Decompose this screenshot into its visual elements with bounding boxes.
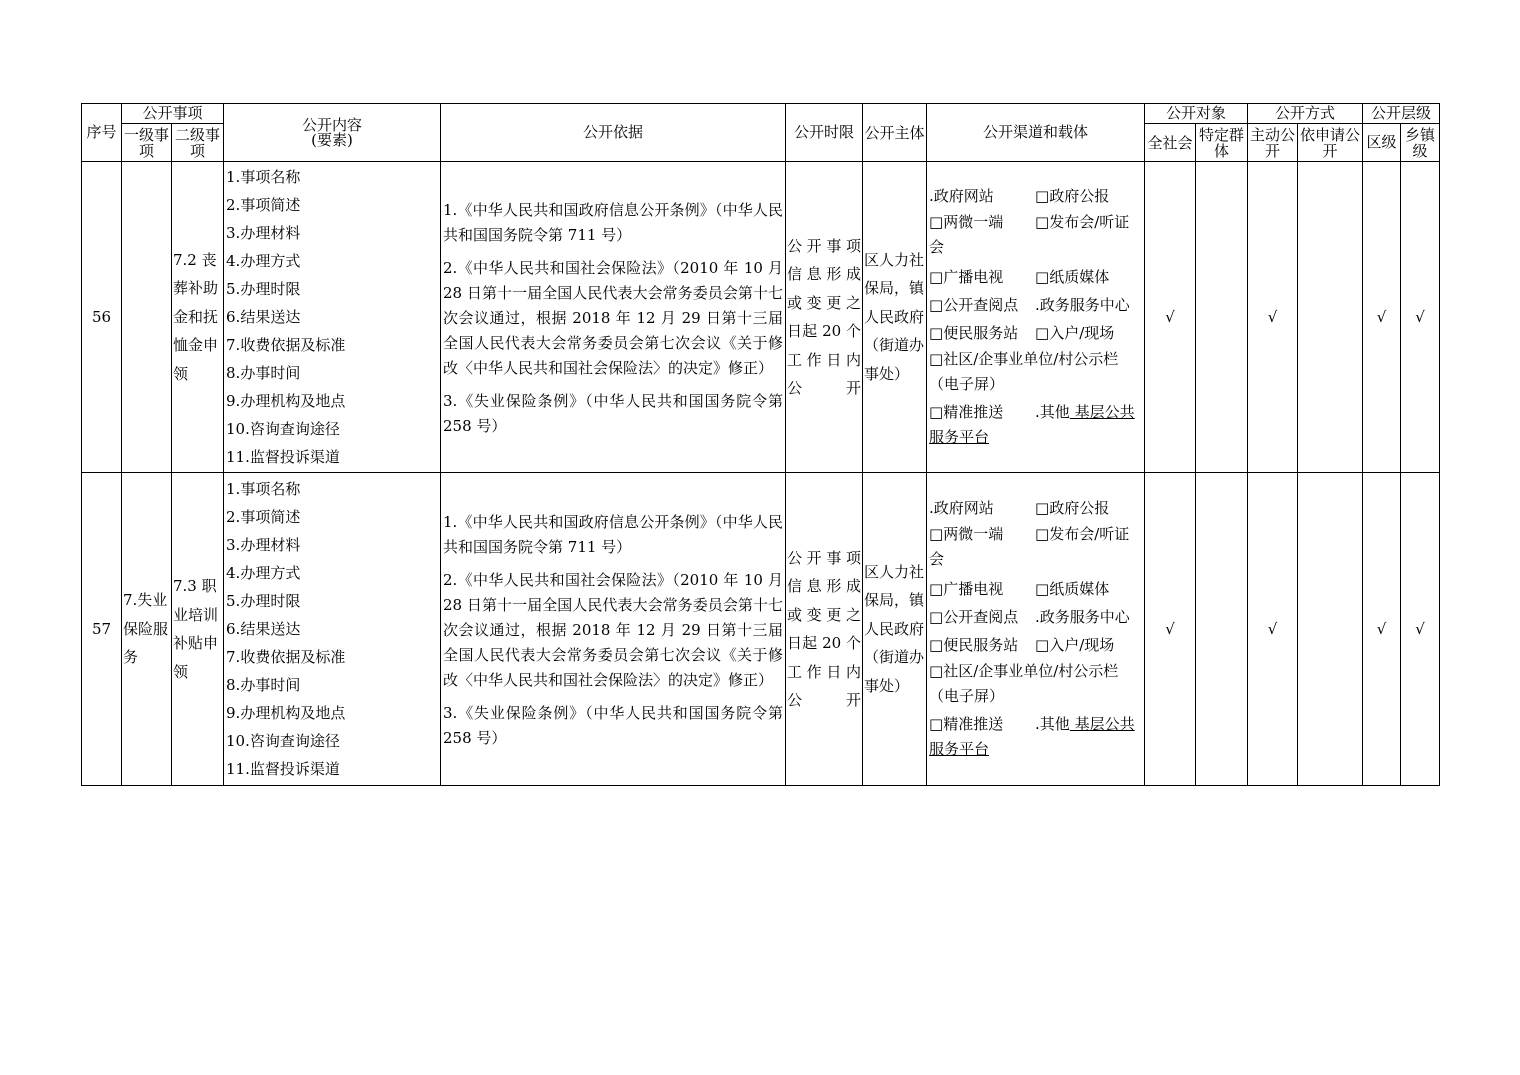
channel-press-hearing: □发布会/听证会 [929, 524, 1130, 568]
list-item: 6.结果送达 [226, 620, 301, 638]
basis-item: 1.《中华人民共和国政府信息公开条例》（中华人民共和国国务院令第 711 号） [443, 200, 784, 244]
row-on-request [1298, 473, 1363, 786]
list-item: 8.办事时间 [226, 676, 301, 694]
list-item: 1.事项名称 [226, 168, 301, 186]
header-audience-group: 公开对象 [1145, 104, 1248, 124]
basis-item: 3.《失业保险条例》（中华人民共和国国务院令第 258 号） [443, 703, 784, 747]
list-item: 11.监督投诉渠道 [226, 760, 340, 778]
header-content [224, 104, 441, 162]
channel-gov-website: .政府网站 [929, 498, 994, 517]
row-content-list [224, 162, 441, 473]
row-deadline: 公开事项信息形成或变更之日起 20 个工作日内公开 [786, 162, 863, 473]
list-item: 7.收费依据及标准 [226, 336, 346, 354]
header-item-group: 公开事项 [122, 104, 224, 124]
row-deadline: 公开事项信息形成或变更之日起 20 个工作日内公开 [786, 473, 863, 786]
basis-item: 2.《中华人民共和国社会保险法》（2010 年 10 月 28 日第十一届全国人民代表大会常务委员会第十七次会议通过，根据 2018 年 12 月 29 日第十三届全国人民代表大会常务委员会第七次会议《关于修改〈中华人民共和国社会保险法〉的决定》修正） [443, 570, 784, 689]
list-item: 10.咨询查询途径 [226, 732, 340, 750]
list-item: 9.办理机构及地点 [226, 704, 346, 722]
list-item: 4.办理方式 [226, 252, 301, 270]
row-seq: 56 [82, 162, 122, 473]
basis-item: 2.《中华人民共和国社会保险法》（2010 年 10 月 28 日第十一届全国人民代表大会常务委员会第十七次会议通过，根据 2018 年 12 月 29 日第十三届全国人民代表大会常务委员会第七次会议《关于修改〈中华人民共和国社会保险法〉的决定》修正） [443, 258, 784, 377]
row-channels [927, 162, 1145, 473]
channel-public-reading-point: □公开查阅点 [929, 607, 1019, 626]
channel-broadcast-tv: □广播电视 [929, 579, 1004, 598]
header-township: 乡镇级 [1401, 124, 1440, 162]
header-all-society: 全社会 [1145, 124, 1196, 162]
channel-press-hearing: □发布会/听证会 [929, 212, 1130, 256]
basis-item: 3.《失业保险条例》（中华人民共和国国务院令第 258 号） [443, 391, 784, 435]
channel-gov-service-center: .政务服务中心 [1035, 295, 1130, 314]
channel-bulletin-board: □社区/企事业单位/村公示栏（电子屏） [929, 349, 1119, 393]
channel-gov-gazette: □政府公报 [1035, 498, 1110, 517]
channel-other: .其他 [1035, 714, 1070, 733]
list-item: 2.事项简述 [226, 196, 301, 214]
header-district: 区级 [1363, 124, 1401, 162]
channel-other-detail: 基层公共服务平台 [929, 714, 1135, 758]
row-level1: 7.失业保险服务 [122, 473, 172, 786]
row-active: √ [1248, 473, 1298, 786]
channel-public-reading-point: □公开查阅点 [929, 295, 1019, 314]
row-all-society: √ [1145, 473, 1196, 786]
row-all-society: √ [1145, 162, 1196, 473]
header-deadline: 公开时限 [786, 104, 863, 162]
channel-other-detail: 基层公共服务平台 [929, 402, 1135, 446]
row-level2: 7.3 职业培训补贴申领 [172, 473, 224, 786]
channel-wechat-weibo-app: □两微一端 [929, 524, 1004, 543]
row-district: √ [1363, 162, 1401, 473]
channel-print-media: □纸质媒体 [1035, 267, 1110, 286]
channel-wechat-weibo-app: □两微一端 [929, 212, 1004, 231]
channel-other: .其他 [1035, 402, 1070, 421]
basis-item: 1.《中华人民共和国政府信息公开条例》（中华人民共和国国务院令第 711 号） [443, 512, 784, 556]
list-item: 7.收费依据及标准 [226, 648, 346, 666]
row-channels [927, 473, 1145, 786]
header-method-group: 公开方式 [1248, 104, 1363, 124]
header-content-label: 公开内容 [302, 115, 363, 134]
list-item: 6.结果送达 [226, 308, 301, 326]
row-level2: 7.2 丧葬补助金和抚恤金申领 [172, 162, 224, 473]
header-level2: 二级事项 [172, 124, 224, 162]
list-item: 5.办理时限 [226, 280, 301, 298]
disclosure-table [81, 103, 1440, 786]
channel-gov-gazette: □政府公报 [1035, 186, 1110, 205]
row-active: √ [1248, 162, 1298, 473]
table-row [82, 473, 1440, 786]
list-item: 1.事项名称 [226, 480, 301, 498]
header-on-request: 依申请公开 [1298, 124, 1363, 162]
row-township: √ [1401, 162, 1440, 473]
channel-gov-service-center: .政务服务中心 [1035, 607, 1130, 626]
channel-convenience-station: □便民服务站 [929, 635, 1019, 654]
list-item: 5.办理时限 [226, 592, 301, 610]
row-level1 [122, 162, 172, 473]
channel-bulletin-board: □社区/企事业单位/村公示栏（电子屏） [929, 661, 1119, 705]
header-seq: 序号 [82, 104, 122, 162]
header-level-group: 公开层级 [1363, 104, 1440, 124]
list-item: 8.办事时间 [226, 364, 301, 382]
list-item: 9.办理机构及地点 [226, 392, 346, 410]
row-basis [441, 162, 786, 473]
row-specific-group [1196, 473, 1248, 786]
row-subject: 区人力社保局，镇人民政府（街道办事处） [863, 162, 927, 473]
header-content-sub: (要素) [311, 130, 353, 149]
header-level1: 一级事项 [122, 124, 172, 162]
channel-door-to-door: □入户/现场 [1035, 635, 1115, 654]
header-subject: 公开主体 [863, 104, 927, 162]
list-item: 11.监督投诉渠道 [226, 448, 340, 466]
channel-precise-push: □精准推送 [929, 714, 1004, 733]
channel-convenience-station: □便民服务站 [929, 323, 1019, 342]
list-item: 4.办理方式 [226, 564, 301, 582]
header-row-top [82, 104, 1440, 124]
channel-gov-website: .政府网站 [929, 186, 994, 205]
list-item: 10.咨询查询途径 [226, 420, 340, 438]
row-basis [441, 473, 786, 786]
row-specific-group [1196, 162, 1248, 473]
row-district: √ [1363, 473, 1401, 786]
row-on-request [1298, 162, 1363, 473]
header-basis: 公开依据 [441, 104, 786, 162]
row-subject: 区人力社保局，镇人民政府（街道办事处） [863, 473, 927, 786]
list-item: 3.办理材料 [226, 224, 301, 242]
list-item: 3.办理材料 [226, 536, 301, 554]
row-seq: 57 [82, 473, 122, 786]
table-row [82, 162, 1440, 473]
channel-door-to-door: □入户/现场 [1035, 323, 1115, 342]
list-item: 2.事项简述 [226, 508, 301, 526]
channel-broadcast-tv: □广播电视 [929, 267, 1004, 286]
row-township: √ [1401, 473, 1440, 786]
header-channels: 公开渠道和载体 [927, 104, 1145, 162]
channel-precise-push: □精准推送 [929, 402, 1004, 421]
channel-print-media: □纸质媒体 [1035, 579, 1110, 598]
row-content-list [224, 473, 441, 786]
header-specific-group: 特定群体 [1196, 124, 1248, 162]
header-active: 主动公开 [1248, 124, 1298, 162]
